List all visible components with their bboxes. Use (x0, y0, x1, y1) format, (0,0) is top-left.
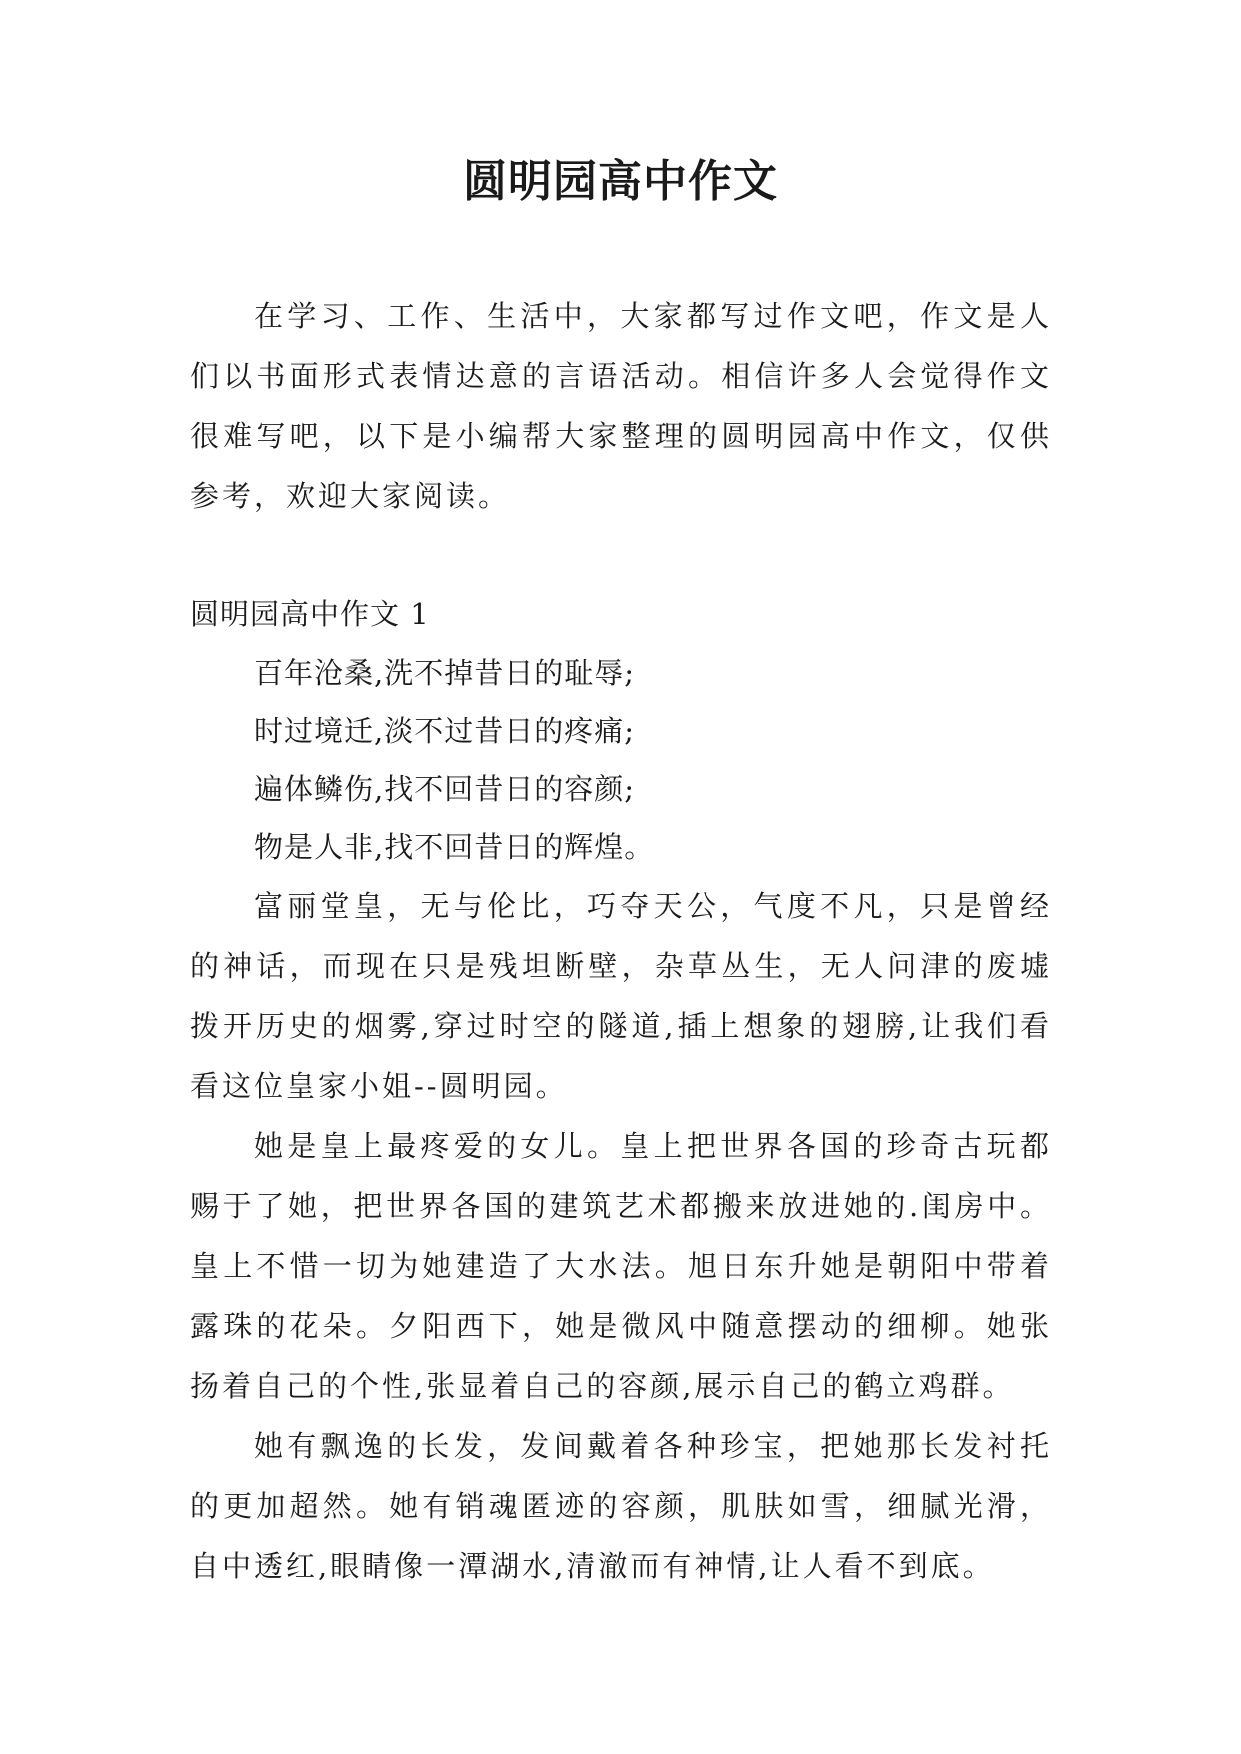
body-paragraph: 她有飘逸的长发，发间戴着各种珍宝，把她那长发衬托的更加超然。她有销魂匿迹的容颜，肌肤如雪，细腻光滑，自中透红,眼睛像一潭湖水,清澈而有神情,让人看不到底。 (190, 1429, 1052, 1583)
document-title: 圆明园高中作文 (463, 156, 778, 207)
section-heading: 圆明园高中作文 1 (190, 597, 430, 631)
verse-line: 百年沧桑,洗不掉昔日的耻辱; (254, 656, 635, 690)
verse-line: 遍体鳞伤,找不回昔日的容颜; (254, 772, 635, 806)
body-paragraph: 富丽堂皇，无与伦比，巧夺天公，气度不凡，只是曾经的神话，而现在只是残坦断壁，杂草丛生，无人问津的废墟拨开历史的烟雾,穿过时空的隧道,插上想象的翅膀,让我们看看这位皇家小姐--圆明园。 (190, 889, 1052, 1103)
document-body (190, 286, 1052, 1596)
intro-paragraph: 在学习、工作、生活中，大家都写过作文吧，作文是人们以书面形式表情达意的言语活动。相信许多人会觉得作文很难写吧，以下是小编帮大家整理的圆明园高中作文，仅供参考，欢迎大家阅读。 (190, 299, 1052, 513)
body-paragraph: 她是皇上最疼爱的女儿。皇上把世界各国的珍奇古玩都赐于了她，把世界各国的建筑艺术都搬来放进她的.闺房中。皇上不惜一切为她建造了大水法。旭日东升她是朝阳中带着露珠的花朵。夕阳西下，她是微风中随意摆动的细柳。她张扬着自己的个性,张显着自己的容颜,展示自己的鹤立鸡群。 (190, 1129, 1052, 1403)
verse-line: 物是人非,找不回昔日的辉煌。 (254, 830, 655, 864)
verse-line: 时过境迁,淡不过昔日的疼痛; (254, 714, 635, 748)
